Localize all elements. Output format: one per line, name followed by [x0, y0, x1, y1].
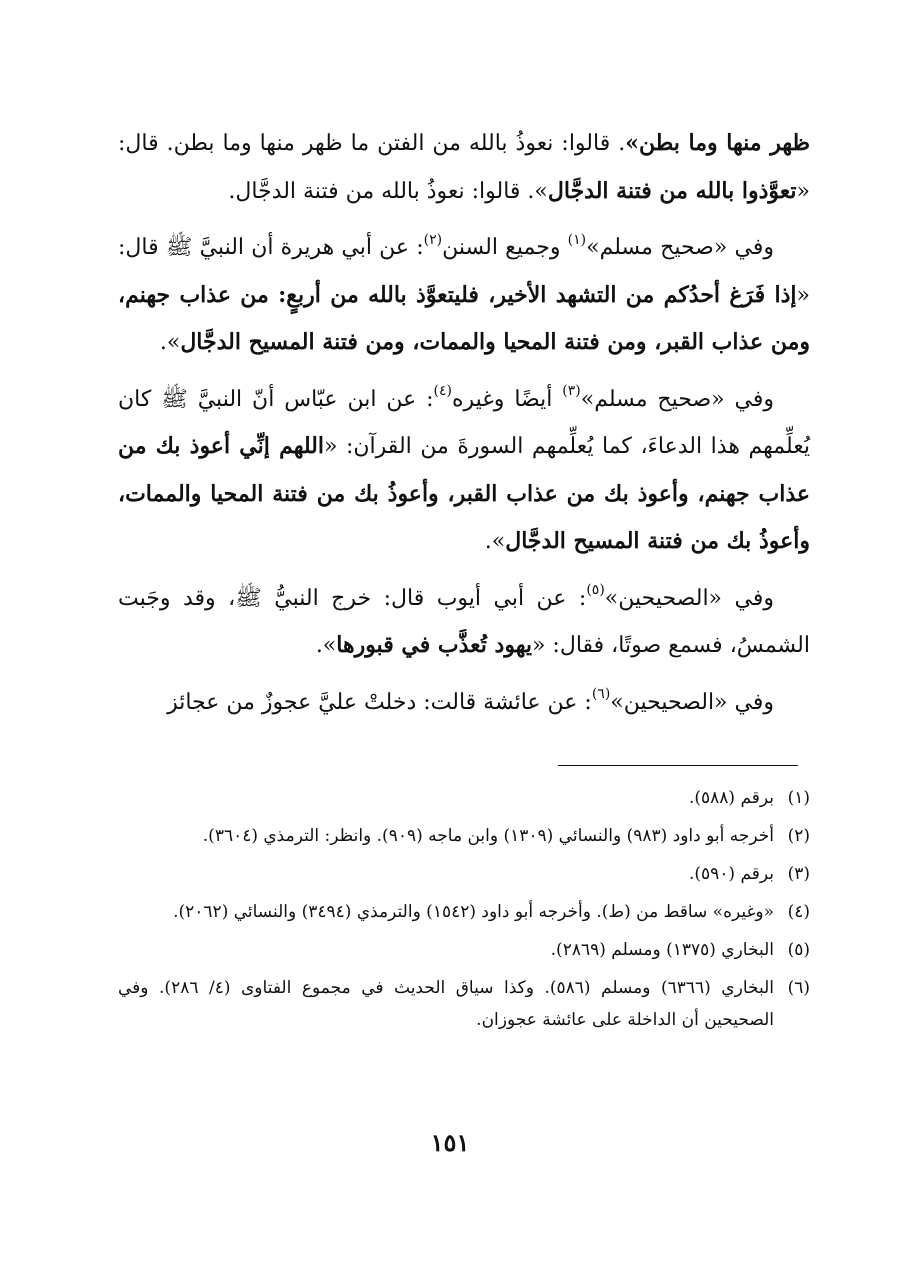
segment: وفي «الصحيحين»	[604, 585, 774, 611]
segment: وفي «صحيح مسلم»	[586, 235, 774, 260]
segment: ».	[484, 529, 506, 554]
segment: إذا فَرَغ أحدُكم من التشهد الأخير، فليتعوَّذ بالله من أربعٍ: من عذاب جهنم، ومن عذاب القبر، ومن فتنة المحيا والممات، ومن فتنة المسيح الدجَّال	[118, 281, 810, 355]
segment: . قالوا: نعوذُ بالله من الفتن ما ظهر منها وما بطن. قال: «	[118, 131, 810, 204]
paragraph-4	[118, 576, 810, 670]
footnote-text: برقم (٥٩٠).	[688, 864, 774, 884]
footnote-number: (٣)	[787, 864, 810, 884]
segment: : عن أبي أيوب قال: خرج النبيُّ ﷺ، وقد وجَبت الشمسُ، فسمع صوتًا، فقال: «	[118, 585, 810, 658]
segment: تعوَّذوا بالله من فتنة الدجَّال	[547, 177, 797, 204]
main-text	[118, 120, 810, 736]
footnote-text: برقم (٥٨٨).	[688, 788, 774, 808]
footnote-text: البخاري (٦٣٦٦) ومسلم (٥٨٦). وكذا سياق الحديث في مجموع الفتاوى (٤/ ٢٨٦). وفي الصحيحين أن الداخلة على عائشة عجوزان.	[118, 978, 775, 1030]
footnote-item	[118, 820, 810, 852]
footnote-separator	[558, 765, 798, 766]
footnote-item	[118, 782, 810, 814]
paragraph-1	[118, 120, 810, 215]
paragraph-5	[118, 680, 810, 727]
footnote-text: أخرجه أبو داود (٩٨٣) والنسائي (١٣٠٩) وابن ماجه (٩٠٩). وانظر: الترمذي (٣٦٠٤).	[202, 826, 774, 846]
paragraph-2	[118, 225, 810, 367]
footnote-ref[interactable]: (٣)	[562, 383, 581, 400]
footnote-ref[interactable]: (٤)	[433, 383, 452, 400]
segment: : عن عائشة قالت: دخلتْ عليَّ عجوزٌ من عجائز	[167, 689, 592, 715]
segment: ».	[159, 330, 181, 355]
footnote-number: (٢)	[787, 826, 810, 846]
footnote-item	[118, 934, 810, 966]
segment: يهود تُعذَّب في قبورها	[336, 632, 532, 658]
segment: : عن أبي هريرة أن النبيَّ ﷺ قال: «	[118, 235, 810, 308]
segment: : عن ابن عبّاس أنّ النبيَّ ﷺ كان يُعلِّمهم هذا الدعاءَ، كما يُعلِّمهم السورةَ من القرآن: «	[118, 386, 811, 459]
footnote-number: (١)	[787, 788, 810, 808]
footnote-ref[interactable]: (١)	[567, 231, 587, 248]
footnote-text: البخاري (١٣٧٥) ومسلم (٢٨٦٩).	[550, 940, 774, 960]
segment: وجميع السنن	[442, 235, 568, 260]
footnote-item	[118, 896, 810, 928]
paragraph-3	[118, 377, 810, 566]
footnotes	[118, 782, 810, 1042]
footnote-ref[interactable]: (٥)	[586, 582, 605, 599]
footnote-ref[interactable]: (٦)	[591, 686, 611, 703]
segment: أيضًا وغيره	[452, 386, 563, 412]
footnote-text: «وغيره» ساقط من (ط). وأخرجه أبو داود (١٥٤٢) والترمذي (٣٤٩٤) والنسائي (٢٠٦٢).	[173, 902, 774, 922]
segment: اللهم إنِّي أعوذ بك من عذاب جهنم، وأعوذ بك من عذاب القبر، وأعوذُ بك من فتنة المحيا والممات، وأعوذُ بك من فتنة المسيح الدجَّال	[118, 433, 810, 554]
segment: وفي «الصحيحين»	[610, 689, 774, 715]
footnote-item	[118, 972, 810, 1036]
segment: ».	[315, 633, 337, 658]
footnote-number: (٦)	[787, 978, 810, 998]
footnote-number: (٥)	[787, 940, 810, 960]
segment: وفي «صحيح مسلم»	[580, 386, 774, 412]
segment: ». قالوا: نعوذُ بالله من فتنة الدجَّال.	[228, 178, 548, 204]
footnote-ref[interactable]: (٢)	[423, 231, 443, 248]
segment: ظهر منها وما بطن»	[625, 130, 811, 156]
footnote-item	[118, 858, 810, 890]
page-number: ١٥١	[430, 1128, 470, 1157]
footnote-number: (٤)	[787, 902, 810, 922]
